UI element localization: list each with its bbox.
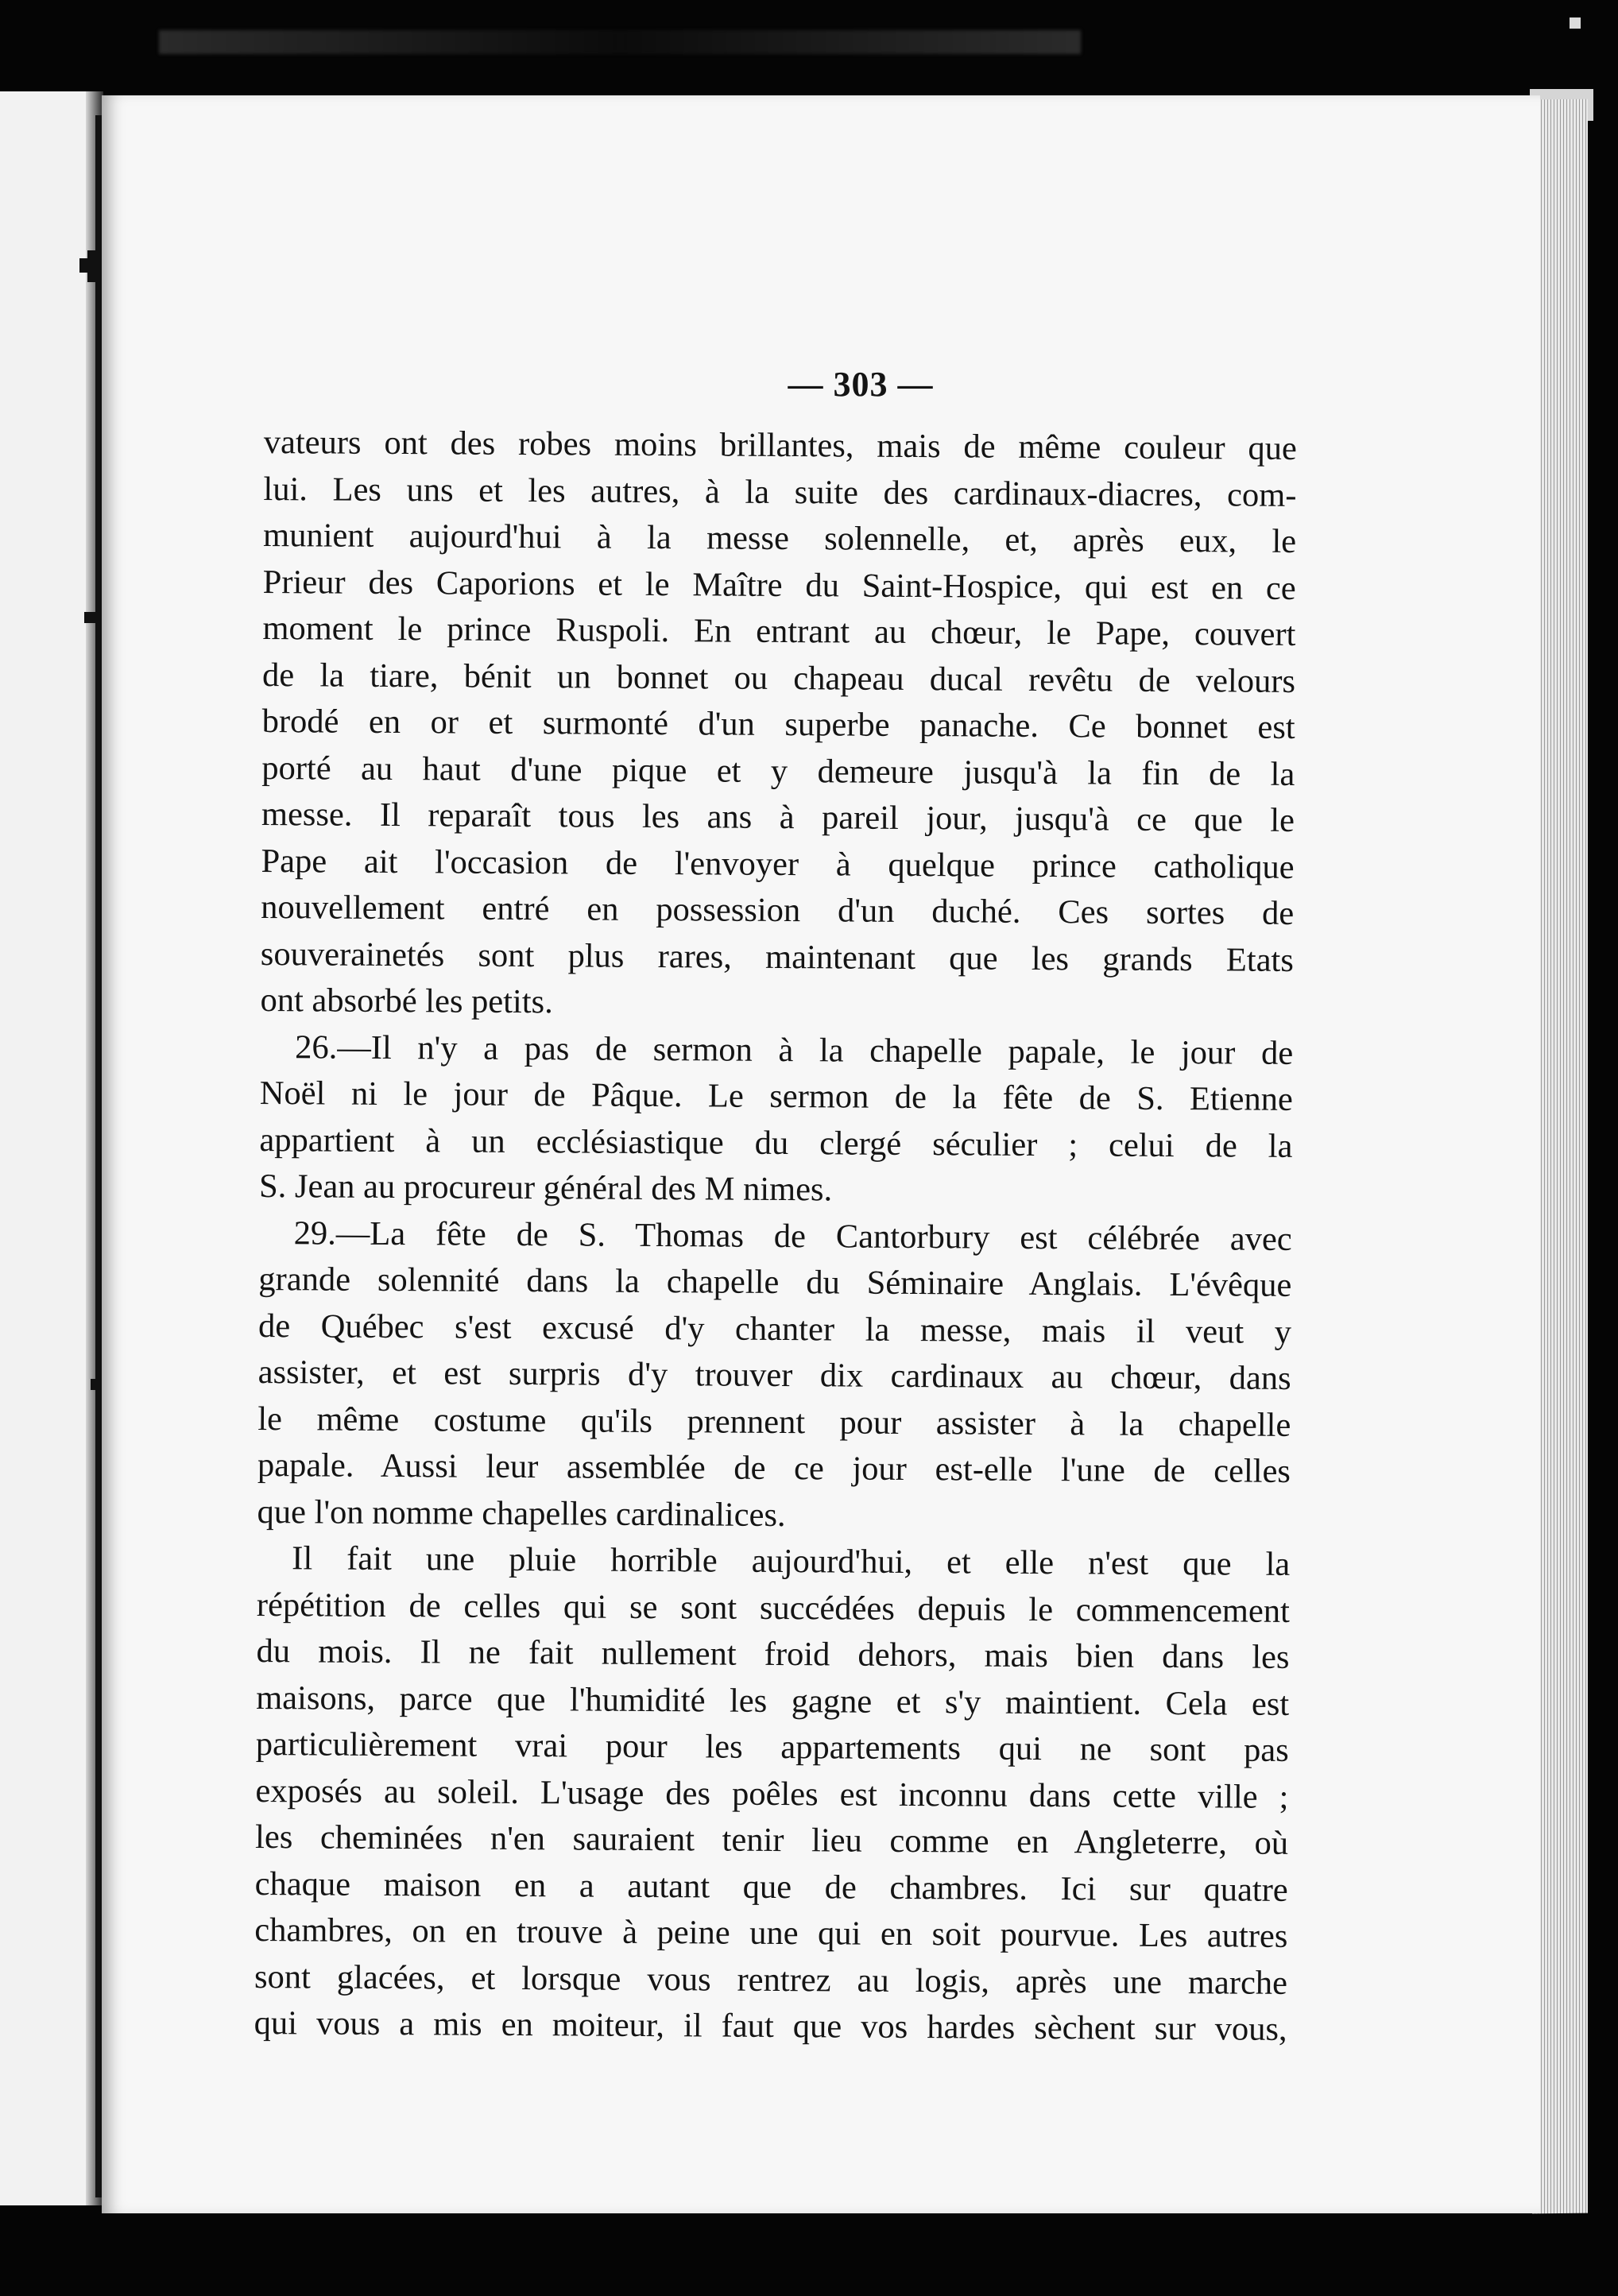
text-line: lui. Les uns et les autres, à la suite des cardinaux-diacres, com- xyxy=(263,470,1297,514)
text-line: qui vous a mis en moiteur, il faut que vos hardes sèchent sur vous, xyxy=(254,2004,1287,2048)
text-line: exposés au soleil. L'usage des poêles est inconnu dans cette ville ; xyxy=(255,1771,1289,1816)
text-line: appartient à un ecclésiastique du clergé séculier ; celui de la xyxy=(259,1121,1293,1165)
text-line: sont glacées, et lorsque vous rentrez au logis, après une marche xyxy=(254,1957,1288,2002)
text-line: Pape ait l'occasion de l'envoyer à quelque prince catholique xyxy=(261,842,1295,886)
text-line: le même costume qu'ils prennent pour assister à la chapelle xyxy=(257,1400,1291,1444)
text-line: papale. Aussi leur assemblée de ce jour est-elle l'une de celles xyxy=(257,1446,1291,1490)
text-line: assister, et est surpris d'y trouver dix cardinaux au chœur, dans xyxy=(257,1353,1291,1397)
text-line: ont absorbé les petits. xyxy=(260,981,553,1021)
page-number: — 303 — xyxy=(788,365,934,404)
text-line: chaque maison en a autant que de chambres. Ici sur quatre xyxy=(254,1864,1288,1909)
text-line: porté au haut d'une pique et y demeure jusqu'à la fin de la xyxy=(261,749,1295,793)
text-line: Il fait une pluie horrible aujourd'hui, et elle n'est que la xyxy=(292,1539,1291,1583)
text-line: Prieur des Caporions et le Maître du Saint-Hospice, qui est en ce xyxy=(262,563,1296,607)
text-line: que l'on nomme chapelles cardinalices. xyxy=(257,1493,786,1534)
page-header xyxy=(0,364,1618,405)
text-line: du mois. Il ne fait nullement froid dehors, mais bien dans les xyxy=(256,1632,1290,1676)
text-line: 29.—La fête de S. Thomas de Cantorbury est célébrée avec xyxy=(293,1214,1292,1258)
text-line: particulièrement vrai pour les appartements qui ne sont pas xyxy=(255,1725,1289,1769)
text-line: de Québec s'est excusé d'y chanter la messe, mais il veut y xyxy=(257,1307,1292,1351)
text-line: vateurs ont des robes moins brillantes, mais de même couleur que xyxy=(263,423,1297,467)
text-line: moment le prince Ruspoli. En entrant au chœur, le Pape, couvert xyxy=(262,609,1296,653)
text-line: de la tiare, bénit un bonnet ou chapeau ducal revêtu de velours xyxy=(261,656,1296,700)
text-line: maisons, parce que l'humidité les gagne et s'y maintient. Cela est xyxy=(256,1678,1290,1723)
scan-noise xyxy=(159,30,1081,54)
text-line: grande solennité dans la chapelle du Séminaire Anglais. L'évêque xyxy=(258,1260,1292,1304)
text-line: chambres, on en trouve à peine une qui en soit pourvue. Les autres xyxy=(254,1911,1288,1955)
text-line: S. Jean au procureur général des M nimes. xyxy=(258,1167,833,1209)
text-line: 26.—Il n'y a pas de sermon à la chapelle papale, le jour de xyxy=(295,1028,1294,1072)
book-page-stack xyxy=(1532,99,1588,2214)
text-line: les cheminées n'en sauraient tenir lieu comme en Angleterre, où xyxy=(254,1818,1289,1862)
page-body xyxy=(254,420,1296,2053)
text-line: brodé en or et surmonté d'un superbe panache. Ce bonnet est xyxy=(261,702,1295,746)
text-line: messe. Il reparaît tous les ans à pareil jour, jusqu'à ce que le xyxy=(261,795,1295,839)
text-line: Noël ni le jour de Pâque. Le sermon de la fête de S. Etienne xyxy=(259,1074,1293,1118)
scan-artifact xyxy=(1570,17,1581,29)
text-line: munient aujourd'hui à la messe solennelle, et, après eux, le xyxy=(262,516,1297,560)
text-line: nouvellement entré en possession d'un duché. Ces sortes de xyxy=(261,888,1295,932)
text-line: souverainetés sont plus rares, maintenant que les grands Etats xyxy=(260,935,1295,979)
facing-page-marks xyxy=(0,91,103,2205)
text-line: répétition de celles qui se sont succédées depuis le commencement xyxy=(256,1586,1291,1630)
